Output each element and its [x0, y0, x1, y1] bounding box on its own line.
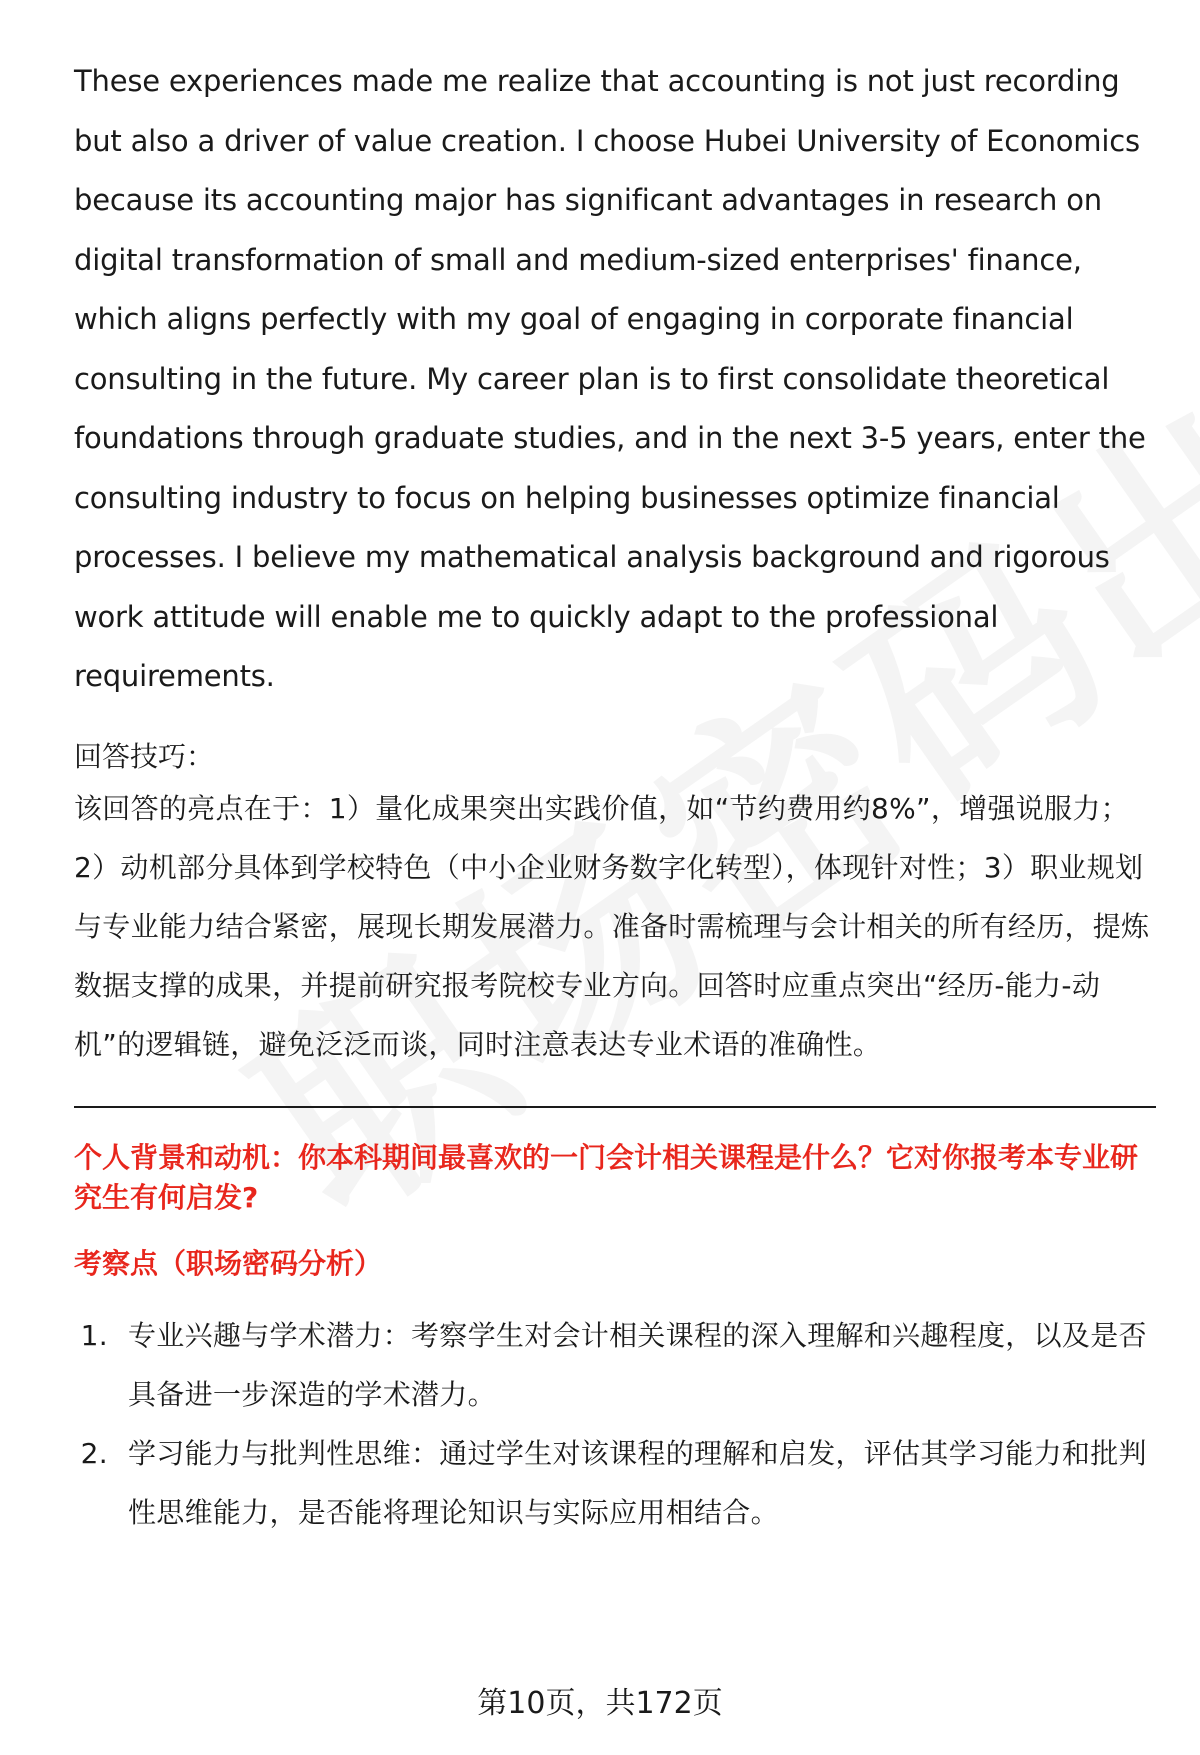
- tips-body: 该回答的亮点在于：1）量化成果突出实践价值，如“节约费用约8%”，增强说服力；2）动机部分具体到学校特色（中小企业财务数字化转型），体现针对性；3）职业规划与专业能力结合紧密，展现长期发展潜力。准备时需梳理与会计相关的所有经历，提炼数据支撑的成果，并提前研究报考院校专业方向。回答时应重点突出“经历-能力-动机”的逻辑链，避免泛泛而谈，同时注意表达专业术语的准确性。: [74, 791, 1150, 1061]
- section-divider: [74, 1106, 1156, 1108]
- answer-paragraph: These experiences made me realize that accounting is not just recording but also a driver of value creation. I choose Hubei University of Economics because its accounting major has significant advantages in research on digital transformation of small and medium-sized enterprises' finance, which aligns perfectly with my goal of engaging in corporate financial consulting in the future. My career plan is to first consolidate theoretical foundations through graduate studies, and in the next 3-5 years, enter the consulting industry to focus on helping businesses optimize financial processes. I believe my mathematical analysis background and rigorous work attitude will enable me to quickly adapt to the professional requirements.: [74, 64, 1146, 693]
- question-heading: 个人背景和动机：你本科期间最喜欢的一门会计相关课程是什么？它对你报考本专业研究生有何启发?: [74, 1140, 1139, 1214]
- page-footer: 第10页，共172页: [477, 1686, 723, 1721]
- list-item-number: 2.: [80, 1436, 108, 1470]
- page-content: [74, 52, 1154, 1542]
- list-item: [74, 1306, 1154, 1424]
- list-item-text: 学习能力与批判性思维：通过学生对该课程的理解和启发，评估其学习能力和批判性思维能力，是否能将理论知识与实际应用相结合。: [128, 1436, 1147, 1529]
- tips-label: 回答技巧：: [74, 739, 215, 773]
- points-list: [74, 1306, 1154, 1542]
- list-item-text: 专业兴趣与学术潜力：考察学生对会计相关课程的深入理解和兴趣程度，以及是否具备进一步深造的学术潜力。: [128, 1318, 1147, 1411]
- list-item-number: 1.: [80, 1318, 108, 1352]
- list-item: [74, 1424, 1154, 1542]
- section-title: 考察点（职场密码分析）: [74, 1246, 383, 1280]
